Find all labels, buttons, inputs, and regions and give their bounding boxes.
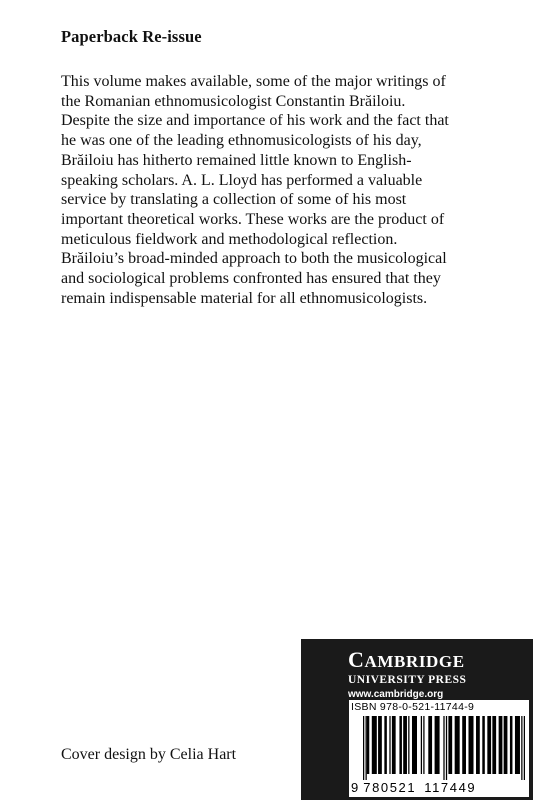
barcode-bar [499, 716, 503, 774]
barcode-bar [378, 716, 382, 774]
barcode-bar [428, 716, 432, 774]
back-cover-blurb [61, 72, 501, 308]
barcode-bar [372, 716, 377, 774]
isbn-label: ISBN 978-0-521-11744-9 [351, 701, 475, 713]
barcode-digits [351, 780, 476, 795]
barcode-bar [487, 716, 491, 774]
blurb-line: remain indispensable material for all ethnomusicologists. [61, 289, 428, 307]
cover-design-credit: Cover design by Celia Hart [61, 746, 237, 763]
blurb-line: and sociological problems confronted has ensured that they [61, 270, 441, 288]
barcode-icon [363, 716, 525, 780]
barcode-bar [462, 716, 466, 774]
barcode-bar [423, 716, 424, 774]
blurb-line: Brăiloiu has hitherto remained little known to English- [61, 151, 412, 169]
barcode-bar [446, 716, 447, 780]
blurb-line: This volume makes available, some of the major writings of [61, 73, 446, 90]
barcode-bar [448, 716, 452, 774]
blurb-line: meticulous fieldwork and methodological reflection. [61, 230, 398, 248]
barcode-bar [403, 716, 407, 774]
blurb-line: he was one of the leading ethnomusicologists of his day, [61, 132, 422, 150]
blurb-line: Despite the size and importance of his work and the fact that [61, 112, 449, 130]
barcode-bar [492, 716, 496, 774]
barcode-bar [468, 716, 473, 774]
barcode-digit-lead: 9 [351, 780, 359, 795]
barcode-bar [524, 716, 525, 780]
barcode-digit-group-1: 780521 [363, 780, 417, 795]
blurb-line: important theoretical works. These works are the product of [61, 210, 445, 228]
blurb-line: the Romanian ethnomusicologist Constantin Brăiloiu. [61, 92, 406, 110]
publisher-subtitle: UNIVERSITY PRESS [348, 674, 467, 686]
barcode-bar [476, 716, 480, 774]
barcode-bar [399, 716, 402, 774]
barcode-bar [412, 716, 417, 774]
barcode-bar [389, 716, 390, 774]
blurb-line: speaking scholars. A. L. Lloyd has performed a valuable [61, 171, 423, 189]
barcode-bar [443, 716, 444, 780]
barcode-bar [504, 716, 508, 774]
blurb-line: service by translating a collection of some of his most [61, 191, 407, 209]
barcode-bar [363, 716, 364, 780]
barcode-bar [455, 716, 460, 774]
barcode-bar [482, 716, 485, 774]
barcode-bar [510, 716, 513, 774]
barcode-bar [435, 716, 440, 774]
publisher-name-initial: C [348, 647, 365, 672]
barcode-bar [421, 716, 422, 774]
publisher-logo [348, 647, 465, 673]
publisher-panel [301, 639, 533, 800]
barcode-bar [384, 716, 387, 774]
barcode-digit-group-2: 117449 [424, 780, 477, 795]
publisher-name-rest: AMBRIDGE [364, 652, 465, 671]
barcode-bar [366, 716, 367, 780]
publisher-url: www.cambridge.org [348, 689, 444, 700]
blurb-line: Brăiloiu’s broad-minded approach to both the musicological [61, 250, 447, 268]
barcode-bar [367, 716, 370, 774]
barcode-bar [515, 716, 520, 774]
back-cover-heading: Paperback Re-issue [61, 27, 202, 46]
barcode-bar [521, 716, 522, 780]
isbn-barcode-box [349, 700, 529, 797]
barcode-bar [392, 716, 396, 774]
barcode-bar [408, 716, 409, 774]
